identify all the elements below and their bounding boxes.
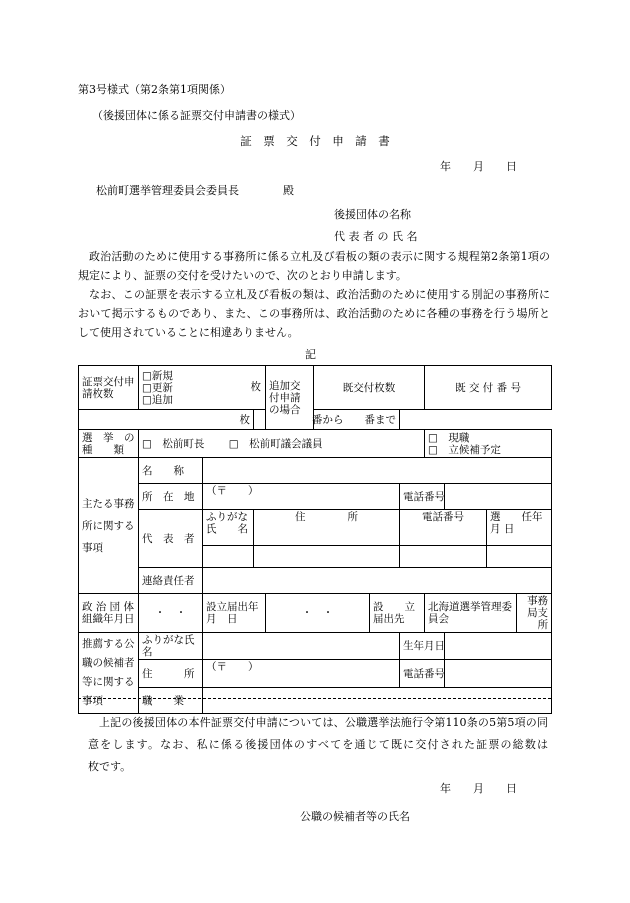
page-title: 証 票 交 付 申 請 書 xyxy=(240,134,390,148)
filing-dest-value-2: 事務局支所 xyxy=(517,594,552,633)
election-council-option[interactable]: □ 松前町議会議員 xyxy=(228,437,323,450)
rep-appointed-value[interactable] xyxy=(487,546,552,568)
candidate-label: 推薦する公職の候補者等に関する事項 xyxy=(79,633,139,714)
occupation-label: 職 業 xyxy=(139,688,203,714)
cand-phone-value[interactable] xyxy=(445,660,552,688)
candidate-sign-label: 公職の候補者等の氏名 xyxy=(300,810,410,823)
occupation-value[interactable] xyxy=(203,688,552,714)
birth-value[interactable] xyxy=(445,633,552,660)
apply-count-label: 証票交付申請枚数 xyxy=(79,366,139,410)
filing-date-value[interactable]: ・ ・ xyxy=(266,594,370,633)
cut-line xyxy=(78,698,551,699)
postal-mark: （〒 ） xyxy=(206,485,259,497)
option-new[interactable]: □新規 xyxy=(142,369,173,382)
filing-date-label: 設立届出年 月 日 xyxy=(203,594,266,633)
office-address-label: 所 在 地 xyxy=(139,484,203,510)
office-address-value[interactable] xyxy=(203,484,400,510)
form-number: 第3号様式（第2条第1項関係） xyxy=(78,83,231,96)
filing-dest-label: 設 立届出先 xyxy=(370,594,425,633)
intro-paragraph-2: なお、この証票を表示する立札及び看板の類は、政治活動のために使用する別記の事務所において掲示するものであり、また、この事務所は、政治活動のために各種の事務を行う場所として使用されていることに相違ありません。 xyxy=(78,288,550,339)
option-add[interactable]: □追加 xyxy=(142,393,173,406)
office-phone-value[interactable] xyxy=(445,484,552,510)
cand-name-label: ふりがな氏 名 xyxy=(139,633,203,660)
appointed-date-label: 選 任年 月 日 xyxy=(487,510,552,546)
postal-mark-2: （〒 ） xyxy=(206,661,259,673)
mai-unit: 枚 xyxy=(250,381,261,393)
cand-address-label: 住 所 xyxy=(139,660,203,688)
office-name-value[interactable] xyxy=(203,458,552,484)
cand-phone-label: 電話番号 xyxy=(400,660,445,688)
issued-number-label: 既 交 付 番 号 xyxy=(425,366,552,410)
option-renew[interactable]: □更新 xyxy=(142,381,173,394)
rep-name-label: 代 表 者 の 氏 名 xyxy=(334,230,418,243)
cand-name-value[interactable] xyxy=(203,633,400,660)
issued-count-label: 既交付枚数 xyxy=(314,366,425,410)
status-candidate-option[interactable]: □ 立候補予定 xyxy=(428,443,501,456)
form-subtitle: （後援団体に係る証票交付申請書の様式） xyxy=(92,109,301,122)
org-date-label: 政 治 団 体組織年月日 xyxy=(79,594,139,633)
intro-text xyxy=(78,247,550,342)
consent-text xyxy=(88,712,581,778)
from-label: 番から xyxy=(312,413,344,426)
consent-paragraph: 上記の後援団体の本件証票交付申請については、公職選挙法施行令第110条の5第5項の同意をします。なお、私に係る後援団体のすべてを通じて既に交付された証票の総数は 枚です。 xyxy=(88,716,581,773)
contact-value[interactable] xyxy=(203,568,552,594)
contact-label: 連絡責任者 xyxy=(139,568,203,594)
rep-address-value[interactable] xyxy=(254,546,400,568)
office-label: 主たる事務所に関する事項 xyxy=(79,458,139,594)
issued-count-unit: 枚 xyxy=(79,410,254,430)
filing-dest-value-1: 北海道選挙管理委員会 xyxy=(425,594,517,633)
date-line: 年 月 日 xyxy=(440,160,517,173)
status-current-option[interactable]: □ 現職 xyxy=(428,431,470,444)
office-phone-label: 電話番号 xyxy=(400,484,445,510)
intro-paragraph-1: 政治活動のために使用する事務所に係る立札及び看板の類の表示に関する規程第2条第1項の規定により、証票の交付を受けたいので、次のとおり申請します。 xyxy=(78,250,550,282)
application-table xyxy=(78,365,552,714)
birth-label: 生年月日 xyxy=(400,633,445,660)
cand-address-value[interactable] xyxy=(203,660,400,688)
rep-phone-label: 電話番号 xyxy=(400,510,487,546)
org-date-value[interactable]: ・ ・ xyxy=(139,594,203,633)
ki-label: 記 xyxy=(305,348,316,361)
org-name-label: 後援団体の名称 xyxy=(334,208,411,221)
addressee: 松前町選挙管理委員会委員長 殿 xyxy=(96,184,294,197)
election-type-label: 選 挙 の種 類 xyxy=(79,430,139,458)
jusho-label: 住 所 xyxy=(254,510,400,546)
date-line-2: 年 月 日 xyxy=(440,782,517,795)
additional-label: 追加交付申請の場合 xyxy=(266,366,314,430)
to-label: 番まで xyxy=(364,413,396,426)
rep-name-value[interactable] xyxy=(203,546,254,568)
rep-phone-value[interactable] xyxy=(400,546,487,568)
election-mayor-option[interactable]: □ 松前町長 xyxy=(142,437,205,450)
furigana-label: ふりがな氏 名 xyxy=(203,510,254,546)
office-name-label: 名 称 xyxy=(139,458,203,484)
representative-label: 代 表 者 xyxy=(139,510,203,568)
